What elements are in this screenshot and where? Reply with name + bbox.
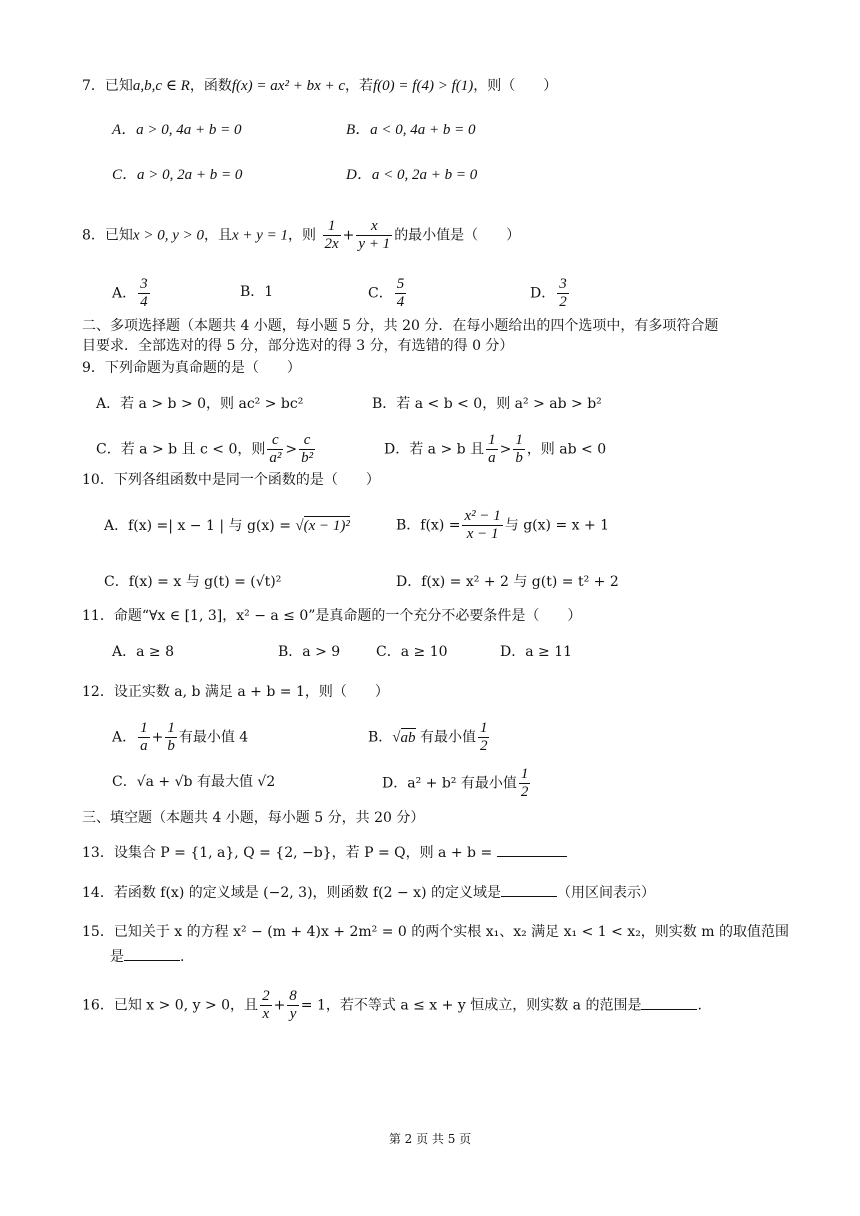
q10-option-c: C．f(x) = x 与 g(t) = (√t)² (104, 574, 282, 590)
q8-option-a: A． $\frac{3}{4}$ (112, 276, 148, 310)
q8-option-d: D． $\frac{3}{2}$ (530, 276, 567, 310)
q7-stem: 7．已知a,b,c ∈ R，函数f(x) = ax² + bx + c，若f(0) = f(4) > f(1)，则（ ） (82, 78, 558, 94)
q8-option-c: C． $\frac{5}{4}$ (368, 276, 405, 310)
q9-option-a: A．若 a > b > 0，则 ac² > bc² (96, 396, 304, 412)
q13-stem: 13．设集合 P = {1, a}, Q = {2, −b}，若 P = Q，则 a + b = (82, 842, 567, 863)
q15-answer-blank[interactable] (124, 946, 180, 961)
q9-option-c: C．若 a > b 且 c < 0，则 $\frac{c}{\text{a²}}$ > $\frac{c}{\text{b²}}$ (96, 432, 314, 466)
q9-stem: 9．下列命题为真命题的是（ ） (82, 360, 301, 376)
q12-stem: 12．设正实数 a, b 满足 a + b = 1，则（ ） (82, 684, 389, 700)
q14-answer-blank[interactable] (501, 882, 557, 897)
q10-option-a: A．f(x) =| x − 1 | 与 g(x) = √(x − 1)² (104, 518, 350, 534)
q15-stem: 15．已知关于 x 的方程 x² − (m + 4)x + 2m² = 0 的两个实根 x₁、x₂ 满足 x₁ < 1 < x₂，则实数 m 的取值范围 (82, 924, 789, 940)
q13-answer-blank[interactable] (497, 842, 567, 857)
q8-frac-x-over-y1: $\frac{x}{y + 1}$ (358, 218, 391, 252)
q16-stem: 16．已知 x > 0, y > 0，且 $\frac{2}{x}$ + $\frac{8}{y}$ = 1，若不等式 a ≤ x + y 恒成立，则实数 a 的范围是 . (82, 988, 702, 1022)
q7-option-c: C．a > 0, 2a + b = 0 (112, 167, 243, 183)
q9-option-b: B．若 a < b < 0，则 a² > ab > b² (372, 396, 602, 412)
q12-option-d: D．a² + b² 有最小值 $\frac{1}{2}$ (382, 766, 529, 800)
q11-option-c: C．a ≥ 10 (376, 644, 448, 660)
section-2-heading: 二、多项选择题（本题共 4 小题，每小题 5 分，共 20 分．在每小题给出的四个选项中，有多项符合题 (82, 318, 719, 334)
q11-stem: 11．命题“∀x ∈ [1, 3]，x² − a ≤ 0”是真命题的一个充分不必要条件是（ ） (82, 608, 582, 624)
q12-option-c: C．√a + √b 有最大值 √2 (112, 774, 276, 790)
q8-stem: 8．已知x > 0, y > 0，且x + y = 1，则 $\frac{1}{2x}$ + $\frac{x}{y + 1}$ 的最小值是（ ） (82, 218, 521, 252)
q11-option-b: B．a > 9 (278, 644, 341, 660)
q15-stem-cont: 是 . (110, 946, 184, 967)
page-footer: 第 2 页 共 5 页 (388, 1132, 472, 1146)
section-3-heading: 三、填空题（本题共 4 小题，每小题 5 分，共 20 分） (82, 810, 425, 826)
q9-option-d: D．若 a > b 且 $\frac{1}{a}$ > $\frac{1}{b}$ ，则 ab < 0 (384, 432, 607, 466)
section-2-heading-cont: 目要求．全部选对的得 5 分，部分选对的得 3 分，有选错的得 0 分） (82, 338, 514, 354)
q11-option-a: A．a ≥ 8 (112, 644, 174, 660)
q12-option-b: B．√ab 有最小值 $\frac{1}{2}$ (368, 720, 488, 754)
q7-option-b: B．a < 0, 4a + b = 0 (346, 122, 476, 138)
q8-option-b: B．1 (240, 284, 274, 300)
q10-option-b: B．f(x) = $\frac{\text{x² − 1}}{x - 1}$ 与 g(x) = x + 1 (396, 508, 610, 542)
q11-option-d: D．a ≥ 11 (500, 644, 573, 660)
q8-frac-1-over-2x: $\frac{1}{2x}$ (324, 218, 339, 252)
q7-option-a: A．a > 0, 4a + b = 0 (112, 122, 242, 138)
q7-option-d: D．a < 0, 2a + b = 0 (346, 167, 478, 183)
q14-stem: 14．若函数 f(x) 的定义域是 (−2, 3)，则函数 f(2 − x) 的定义域是 （用区间表示） (82, 882, 655, 903)
q16-answer-blank[interactable] (641, 995, 697, 1010)
q12-option-a: A． $\frac{1}{a}$ + $\frac{1}{b}$ 有最小值 4 (112, 720, 249, 754)
q10-option-d: D．f(x) = x² + 2 与 g(t) = t² + 2 (396, 574, 619, 590)
q10-stem: 10．下列各组函数中是同一个函数的是（ ） (82, 472, 380, 488)
